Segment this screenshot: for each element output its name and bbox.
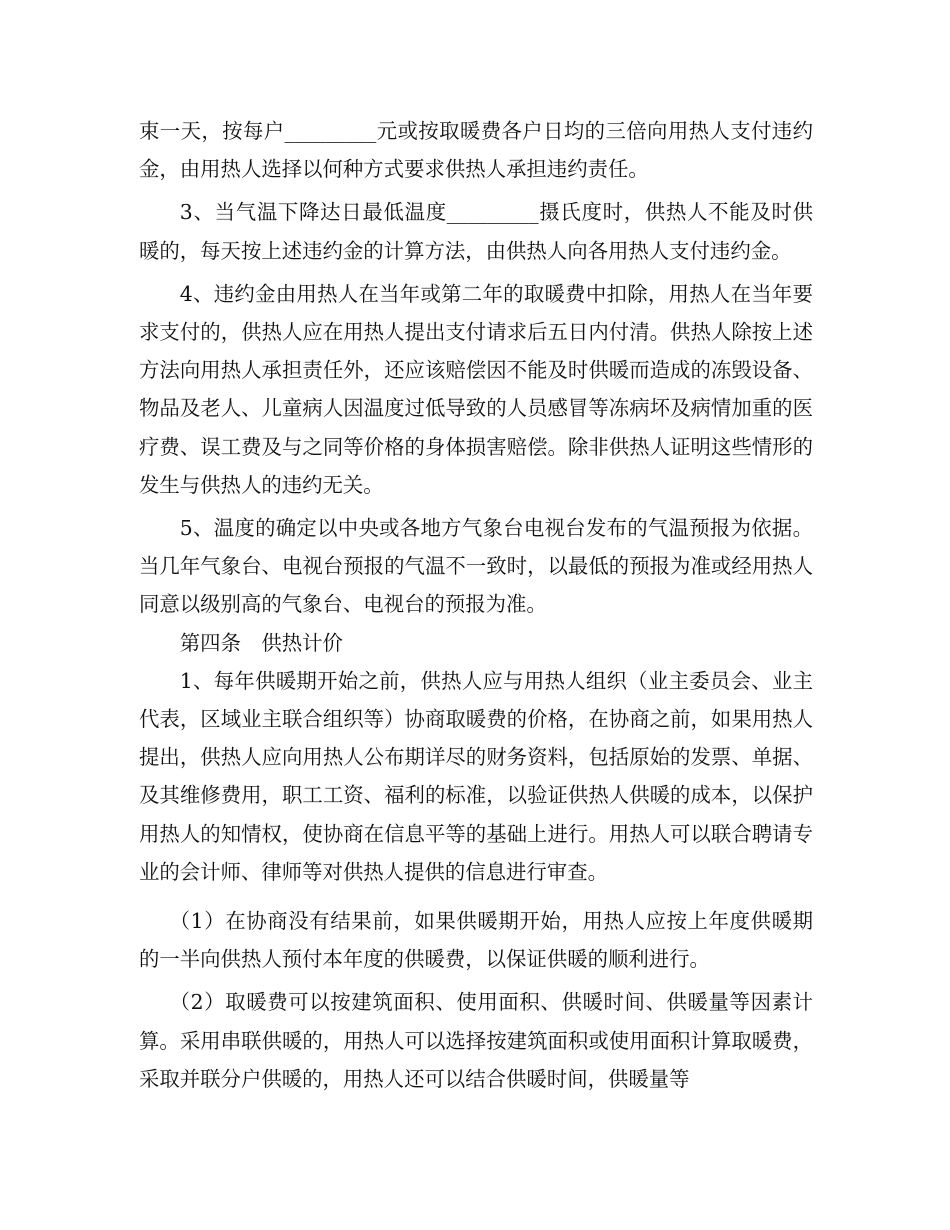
paragraph-clause-4: 4、违约金由用热人在当年或第二年的取暖费中扣除，用热人在当年要求支付的，供热人应在用热人提出支付请求后五日内付清。供热人除按上述方法向用热人承担责任外，还应该赔偿因不能及时供暖而造成的冻毁设备、物品及老人、儿童病人因温度过低导致的人员感冒等冻病坏及病情加重的医疗费、误工费及与之同等价格的身体损害赔偿。除非供热人证明这些情形的发生与供热人的违约无关。 [139, 281, 813, 497]
document-body [139, 112, 813, 1098]
paragraph-pricing-1: 1、每年供暖期开始之前，供热人应与用热人组织（业主委员会、业主代表，区域业主联合组织等）协商取暖费的价格，在协商之前，如果用热人提出，供热人应向用热人公布期详尽的财务资料，包括原始的发票、单据、及其维修费用，职工工资、福利的标准，以验证供热人供暖的成本，以保护用热人的知情权，使协商在信息平等的基础上进行。用热人可以联合聘请专业的会计师、律师等对供热人提供的信息进行审查。 [139, 668, 813, 884]
paragraph-penalty-continued: 束一天，按每户_________元或按取暖费各户日均的三倍向用热人支付违约金，由用热人选择以何种方式要求供热人承担违约责任。 [139, 119, 813, 182]
section-heading-article-4: 第四条 供热计价 [179, 630, 343, 655]
paragraph-pricing-sub-2: （2）取暖费可以按建筑面积、使用面积、供暖时间、供暖量等因素计算。采用串联供暖的，用热人可以选择按建筑面积或使用面积计算取暖费，采取并联分户供暖的，用热人还可以结合供暖时间，供暖量等 [139, 990, 813, 1091]
paragraph-clause-5: 5、温度的确定以中央或各地方气象台电视台发布的气温预报为依据。当几年气象台、电视台预报的气温不一致时，以最低的预报为准或经用热人同意以级别高的气象台、电视台的预报为准。 [139, 516, 813, 617]
paragraph-pricing-sub-1: （1）在协商没有结果前，如果供暖期开始，用热人应按上年度供暖期的一半向供热人预付本年度的供暖费，以保证供暖的顺利进行。 [139, 909, 813, 972]
paragraph-clause-3: 3、当气温下降达日最低温度_________摄氏度时，供热人不能及时供暖的，每天按上述违约金的计算方法，由供热人向各用热人支付违约金。 [139, 200, 813, 263]
